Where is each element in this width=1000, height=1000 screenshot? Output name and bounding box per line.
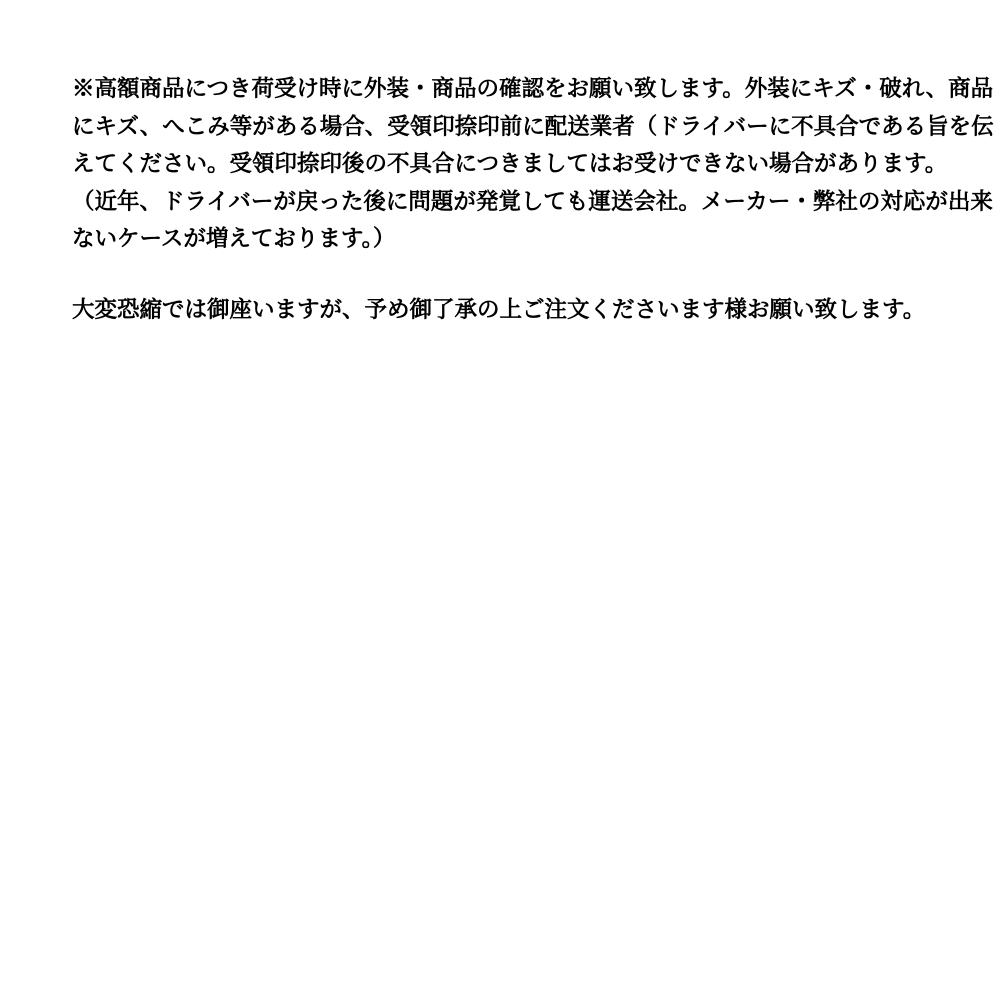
notice-line: えてください。受領印捺印後の不具合につきましてはお受けできない場合があります。 — [72, 151, 948, 176]
notice-line: 大変恐縮では御座いますが、予め御了承の上ご注文くださいます様お願い致します。 — [72, 296, 926, 322]
notice-line: にキズ、へこみ等がある場合、受領印捺印前に配送業者（ドライバーに不具合である旨を伝 — [72, 113, 994, 139]
notice-paragraph-order-request — [72, 291, 952, 329]
notice-line: ないケースが増えております。） — [72, 226, 396, 251]
notice-text-block — [72, 70, 994, 328]
notice-line: ※高額商品につき荷受け時に外装・商品の確認をお願い致します。外装にキズ・破れ、商品 — [72, 76, 994, 101]
notice-paragraph-inspection-warning — [72, 70, 994, 258]
notice-line: （近年、ドライバーが戻った後に問題が発覚しても運送会社。メーカー・弊社の対応が出来 — [72, 188, 993, 214]
